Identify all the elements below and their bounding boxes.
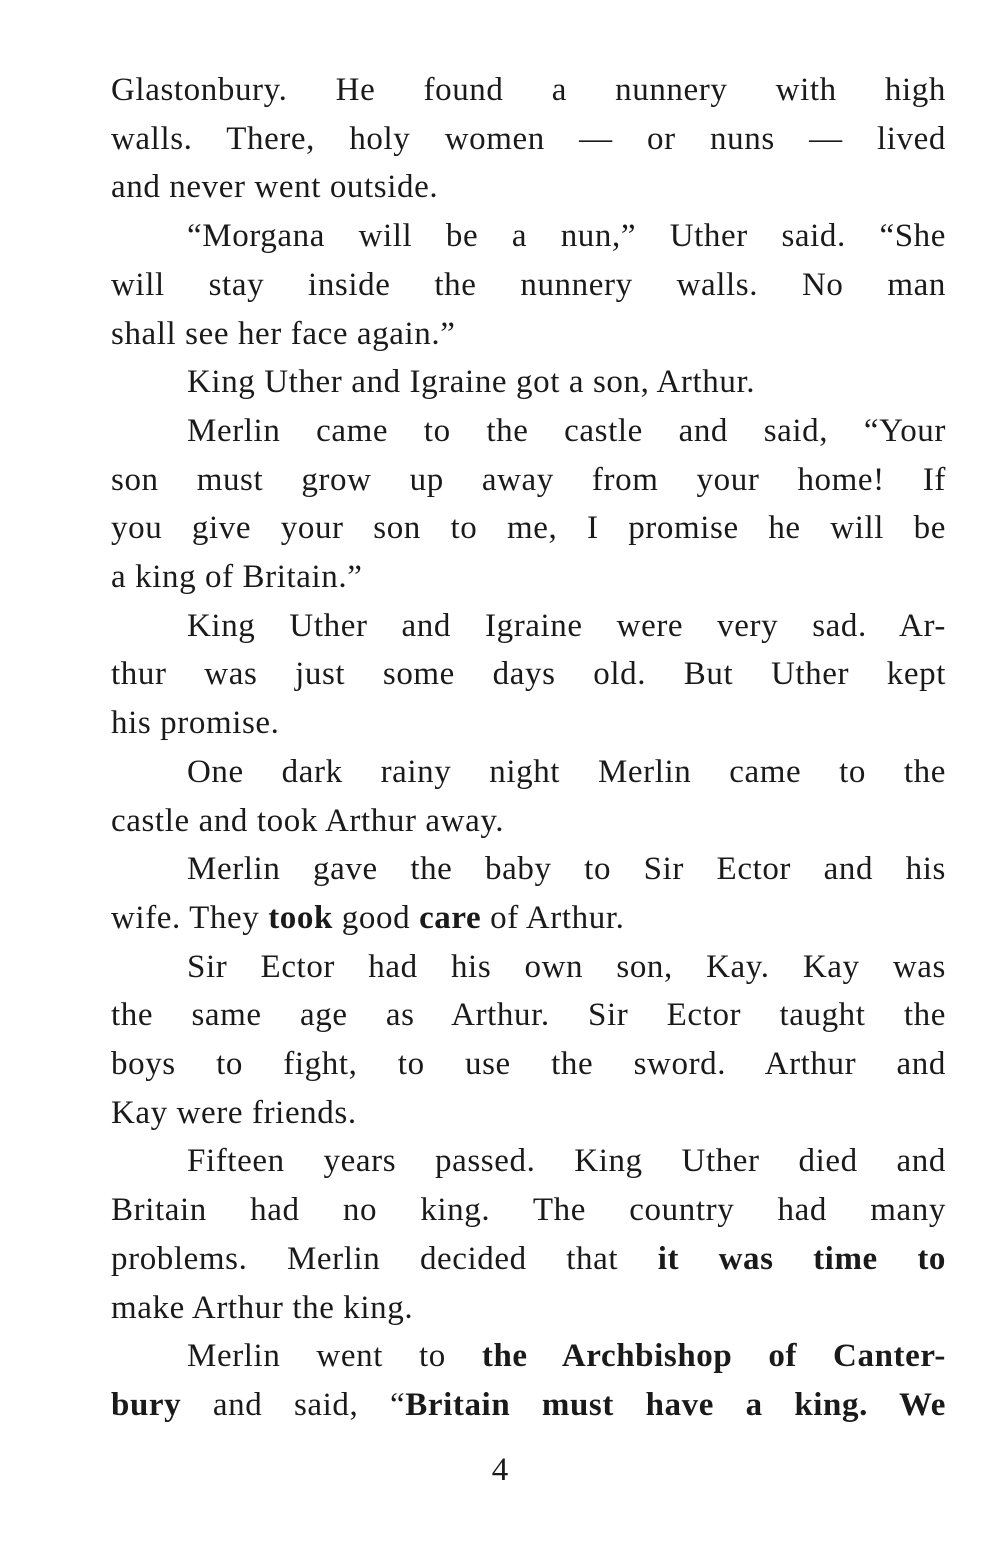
text-span: wife. They bbox=[111, 899, 269, 936]
text-span: One dark rainy night Merlin came to the bbox=[187, 753, 946, 790]
text-line bbox=[111, 1040, 946, 1089]
text-line bbox=[111, 699, 946, 748]
text-line bbox=[111, 943, 946, 992]
bold-text: Britain must have a king. We bbox=[405, 1386, 946, 1423]
text-span: good bbox=[332, 899, 420, 936]
text-span: Sir Ector had his own son, Kay. Kay was bbox=[187, 948, 946, 985]
bold-text: care bbox=[419, 899, 482, 936]
text-span: thur was just some days old. But Uther kept bbox=[111, 656, 946, 693]
text-span: “Morgana will be a nun,” Uther said. “She bbox=[187, 218, 946, 255]
page-number: 4 bbox=[491, 1452, 509, 1488]
text-span: Britain had no king. The country had many bbox=[111, 1192, 946, 1229]
text-span: Fifteen years passed. King Uther died and bbox=[187, 1143, 946, 1180]
text-line bbox=[111, 650, 946, 699]
text-line bbox=[111, 310, 946, 359]
text-line bbox=[111, 456, 946, 505]
text-line bbox=[111, 261, 946, 310]
text-span: Kay were friends. bbox=[111, 1094, 357, 1131]
text-line bbox=[111, 1089, 946, 1138]
text-line bbox=[111, 1235, 946, 1284]
text-span: son must grow up away from your home! If bbox=[111, 461, 946, 498]
text-line bbox=[111, 894, 946, 943]
text-span: and never went outside. bbox=[111, 169, 439, 206]
text-span: shall see her face again.” bbox=[111, 315, 456, 352]
bold-text: took bbox=[268, 899, 333, 936]
text-line bbox=[111, 553, 946, 602]
text-span: Merlin gave the baby to Sir Ector and his bbox=[187, 851, 946, 888]
text-span: and said, “ bbox=[181, 1386, 406, 1423]
text-line bbox=[111, 748, 946, 797]
text-span: will stay inside the nunnery walls. No man bbox=[111, 266, 946, 303]
text-line bbox=[111, 1381, 946, 1430]
text-line bbox=[111, 115, 946, 164]
text-line bbox=[111, 991, 946, 1040]
text-span: Merlin went to bbox=[187, 1338, 482, 1375]
text-line bbox=[111, 1284, 946, 1333]
text-line bbox=[111, 407, 946, 456]
text-line bbox=[111, 212, 946, 261]
text-line bbox=[111, 1186, 946, 1235]
text-line bbox=[111, 602, 946, 651]
text-span: a king of Britain.” bbox=[111, 559, 363, 596]
text-span: castle and took Arthur away. bbox=[111, 802, 505, 839]
text-span: King Uther and Igraine got a son, Arthur. bbox=[187, 364, 756, 401]
text-span: walls. There, holy women — or nuns — lived bbox=[111, 120, 946, 157]
bold-text: it was time to bbox=[657, 1240, 947, 1277]
text-span: Merlin came to the castle and said, “Your bbox=[187, 412, 946, 449]
text-line bbox=[111, 1332, 946, 1381]
text-span: of Arthur. bbox=[481, 899, 625, 936]
text-line bbox=[111, 1137, 946, 1186]
text-line bbox=[111, 358, 946, 407]
text-line bbox=[111, 66, 946, 115]
bold-text: the Archbishop of Canter- bbox=[481, 1338, 946, 1375]
text-span: you give your son to me, I promise he will be bbox=[111, 510, 946, 547]
text-line bbox=[111, 163, 946, 212]
text-span: Glastonbury. He found a nunnery with high bbox=[111, 72, 946, 108]
text-span: his promise. bbox=[111, 705, 280, 742]
body-text bbox=[111, 66, 946, 1430]
text-line bbox=[111, 797, 946, 846]
text-span: make Arthur the king. bbox=[111, 1289, 414, 1326]
text-span: the same age as Arthur. Sir Ector taught the bbox=[111, 997, 946, 1034]
text-line bbox=[111, 504, 946, 553]
text-line bbox=[111, 845, 946, 894]
text-span: boys to fight, to use the sword. Arthur and bbox=[111, 1046, 946, 1083]
text-span: problems. Merlin decided that bbox=[111, 1240, 658, 1277]
bold-text: bury bbox=[111, 1386, 182, 1423]
text-span: King Uther and Igraine were very sad. Ar- bbox=[187, 607, 946, 644]
